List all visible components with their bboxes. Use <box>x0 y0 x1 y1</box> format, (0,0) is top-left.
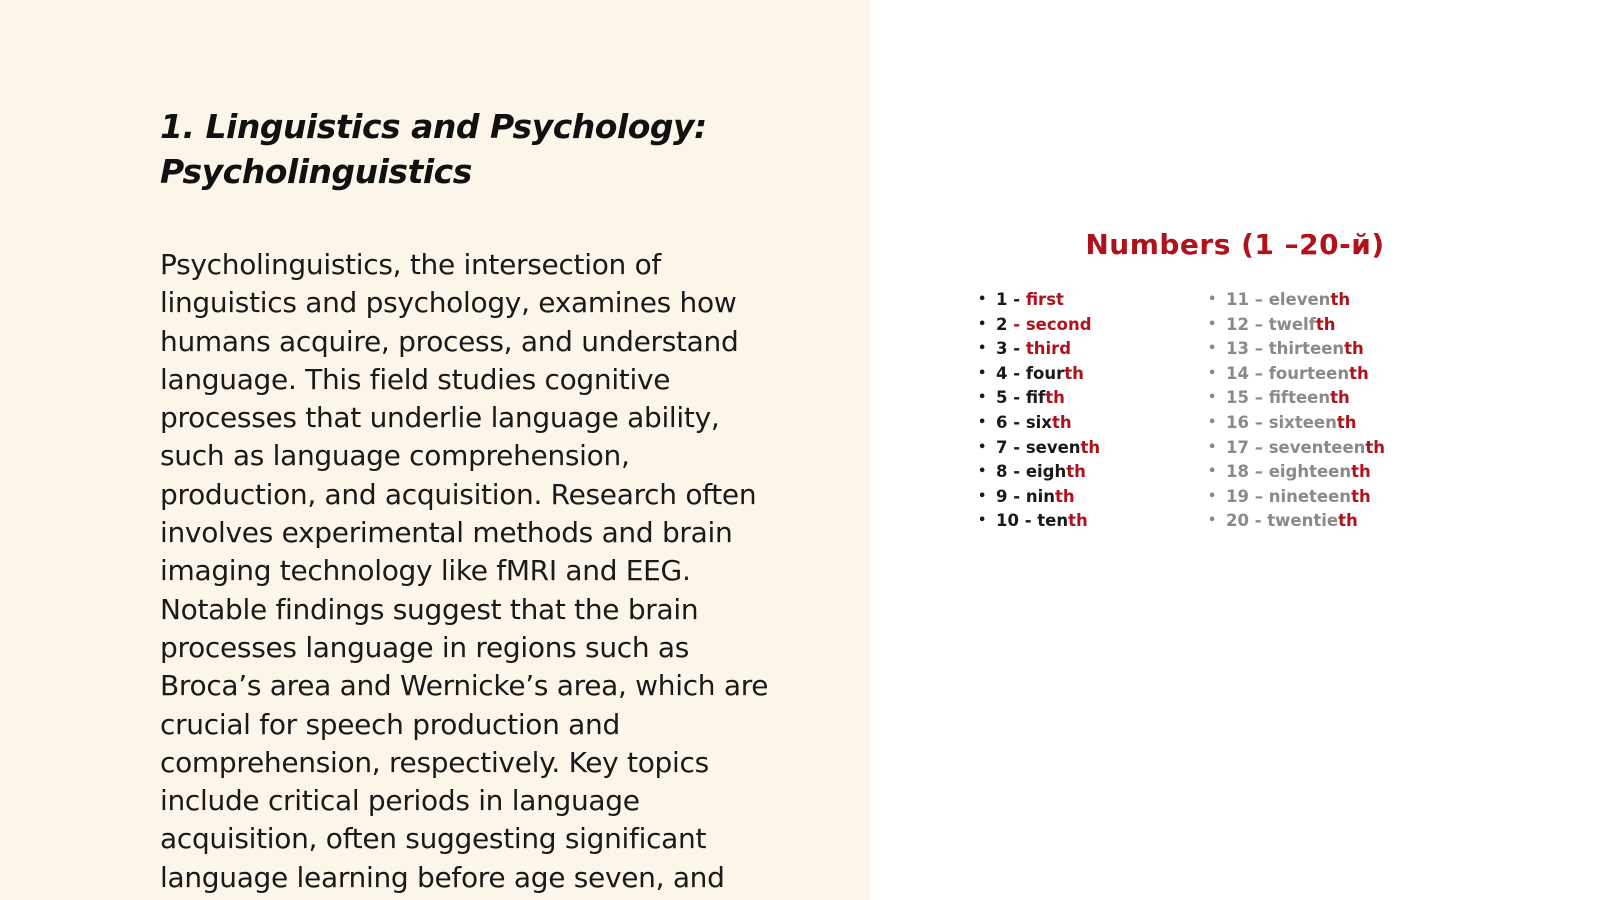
item-suffix: th <box>1080 437 1101 457</box>
list-item <box>1208 460 1385 485</box>
item-suffix: th <box>1066 462 1086 482</box>
item-suffix: th <box>1330 388 1350 408</box>
item-suffix: th <box>1351 462 1371 482</box>
list-item <box>978 313 1100 338</box>
item-number: 16 – sixteen <box>1226 412 1337 432</box>
item-number: 5 - fif <box>996 388 1046 408</box>
item-suffix: th <box>1051 412 1072 432</box>
body-line: acquisition, often suggesting significant <box>160 822 707 856</box>
body-line: language learning before age seven, and <box>160 860 725 894</box>
item-number: 12 – twelf <box>1226 314 1316 334</box>
list-item <box>978 485 1100 510</box>
item-suffix: th <box>1338 511 1358 531</box>
item-number: 13 – thirteen <box>1226 339 1345 359</box>
list-item <box>1208 288 1385 313</box>
list-item <box>1208 337 1385 362</box>
list-item <box>978 436 1100 461</box>
item-number: 2 <box>996 314 1014 334</box>
item-suffix: - second <box>1013 314 1092 334</box>
body-line: Notable findings suggest that the brain <box>160 592 699 626</box>
item-number: 17 – seventeen <box>1226 437 1366 457</box>
list-item <box>1208 509 1385 534</box>
list-item <box>1208 313 1385 338</box>
body-line: such as language comprehension, <box>160 439 630 473</box>
body-line: comprehension, respectively. Key topics <box>160 745 709 779</box>
list-item <box>1208 436 1385 461</box>
body-line: humans acquire, process, and understand <box>160 324 739 358</box>
item-suffix: th <box>1336 412 1357 432</box>
right-panel <box>870 0 1600 900</box>
body-line: crucial for speech production and <box>160 707 620 741</box>
item-suffix: th <box>1330 290 1351 309</box>
item-number: 6 - six <box>996 412 1052 432</box>
body-line: processes that underlie language ability, <box>160 401 720 435</box>
item-suffix: th <box>1064 363 1084 383</box>
item-number: 9 - nin <box>996 486 1055 506</box>
item-suffix: th <box>1054 486 1075 506</box>
item-suffix: th <box>1349 363 1369 383</box>
list-item <box>978 386 1100 411</box>
item-suffix: third <box>1025 339 1072 359</box>
body-line: processes language in regions such as <box>160 630 690 664</box>
item-number: 15 – fifteen <box>1226 388 1331 408</box>
item-number: 19 – nineteen <box>1226 486 1352 506</box>
body-line: imaging technology like fMRI and EEG. <box>160 554 691 588</box>
item-number: 11 – eleven <box>1226 290 1331 309</box>
heading-line-1: 1. Linguistics and Psychology: <box>160 107 707 146</box>
list-item <box>1208 386 1385 411</box>
item-number: 14 – fourteen <box>1226 363 1350 383</box>
item-number: 3 - <box>996 339 1026 359</box>
list-item <box>978 337 1100 362</box>
section-heading <box>160 104 840 194</box>
item-number: 7 - seven <box>996 437 1081 457</box>
item-number: 1 - <box>996 290 1026 309</box>
body-line: Psycholinguistics, the intersection of <box>160 248 661 281</box>
ordinal-list-1-10 <box>978 288 1100 534</box>
item-number: 18 – eighteen <box>1226 462 1352 482</box>
body-line: involves experimental methods and brain <box>160 516 733 550</box>
list-item <box>1208 411 1385 436</box>
item-number: 4 - four <box>996 363 1065 383</box>
body-line: production, and acquisition. Research often <box>160 477 757 511</box>
list-item <box>978 362 1100 387</box>
body-line: language. This field studies cognitive <box>160 362 671 396</box>
item-suffix: first <box>1025 290 1064 309</box>
item-suffix: th <box>1045 388 1065 408</box>
item-number: 10 - ten <box>996 511 1069 531</box>
list-item <box>978 411 1100 436</box>
item-suffix: th <box>1068 511 1088 531</box>
numbers-title: Numbers (1 –20-й) <box>1085 228 1385 261</box>
item-suffix: th <box>1351 486 1371 506</box>
list-item <box>1208 485 1385 510</box>
item-suffix: th <box>1365 437 1386 457</box>
list-item <box>978 460 1100 485</box>
body-line: Broca’s area and Wernicke’s area, which are <box>160 669 769 703</box>
item-number: 8 - eigh <box>996 462 1067 482</box>
list-item <box>978 288 1100 313</box>
body-line: linguistics and psychology, examines how <box>160 286 737 320</box>
item-suffix: th <box>1344 339 1364 359</box>
body-line: include critical periods in language <box>160 784 640 818</box>
body-paragraph <box>160 246 832 897</box>
item-number: 20 - twentie <box>1226 511 1339 531</box>
ordinal-list-11-20 <box>1208 288 1385 534</box>
list-item <box>1208 362 1385 387</box>
item-suffix: th <box>1315 314 1336 334</box>
heading-line-2: Psycholinguistics <box>160 152 472 191</box>
list-item <box>978 509 1100 534</box>
